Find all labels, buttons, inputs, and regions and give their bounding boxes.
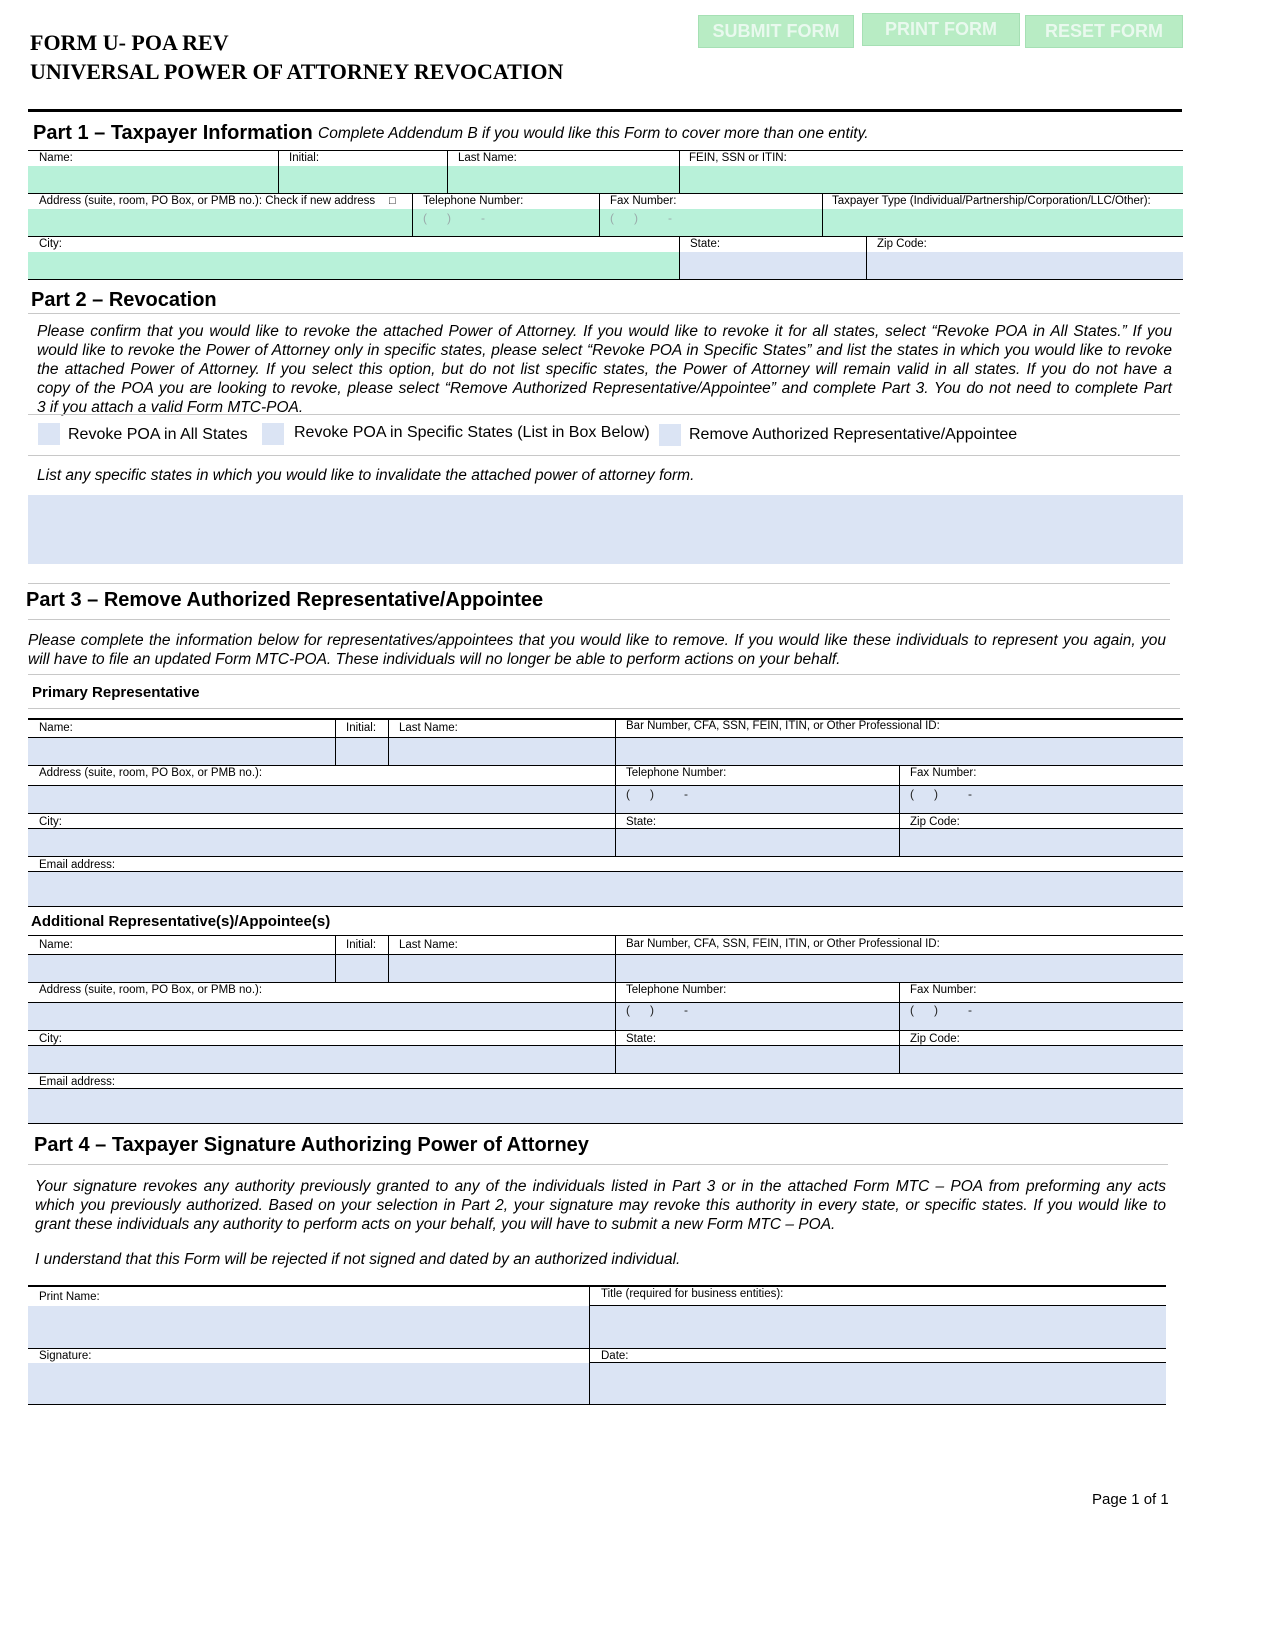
divider xyxy=(28,1045,1183,1046)
part2-instructions xyxy=(37,322,1172,417)
revoke-specific-states-checkbox[interactable] xyxy=(262,423,284,445)
p1-address-label: Address (suite, room, PO Box, or PMB no.): Check if new address xyxy=(39,195,376,207)
p1-fein-label: FEIN, SSN or ITIN: xyxy=(689,152,787,164)
divider xyxy=(28,935,1183,936)
divider xyxy=(28,982,1183,983)
divider xyxy=(28,785,1183,786)
pr-fax-mask: ( ) - xyxy=(910,787,972,801)
p1-name-label: Name: xyxy=(39,152,73,164)
p1-last-name-field[interactable] xyxy=(448,166,679,193)
part4-instructions xyxy=(35,1177,1166,1234)
divider xyxy=(28,1002,1183,1003)
pr-initial-label: Initial: xyxy=(346,722,377,734)
form-title: UNIVERSAL POWER OF ATTORNEY REVOCATION xyxy=(30,59,564,84)
divider xyxy=(28,193,1183,194)
states-list-prompt: List any specific states in which you would like to invalidate the attached power of attorney form. xyxy=(37,467,695,484)
print-name-field[interactable] xyxy=(28,1306,589,1348)
pr-city-field[interactable] xyxy=(28,829,615,856)
divider xyxy=(28,954,1183,955)
ar-telephone-mask: ( ) - xyxy=(626,1003,688,1017)
divider xyxy=(335,935,336,982)
pr-zip-label: Zip Code: xyxy=(910,816,960,828)
divider xyxy=(28,856,1183,857)
date-field[interactable] xyxy=(590,1363,1166,1404)
p1-taxpayer-type-field[interactable] xyxy=(823,209,1183,236)
divider xyxy=(899,813,900,856)
part3-title: Part 3 – Remove Authorized Representative/Appointee xyxy=(26,589,544,611)
revoke-all-states-label: Revoke POA in All States xyxy=(68,426,248,443)
ar-email-field[interactable] xyxy=(28,1089,1183,1123)
pr-last-name-label: Last Name: xyxy=(399,722,458,734)
line: will have to file an updated Form MTC-POA. These individuals will no longer be able to perform actions on your behalf. xyxy=(28,651,841,668)
divider xyxy=(28,414,1180,415)
ar-city-label: City: xyxy=(39,1033,62,1045)
ar-zip-field[interactable] xyxy=(900,1046,1183,1073)
part4-title: Part 4 – Taxpayer Signature Authorizing Power of Attorney xyxy=(34,1134,589,1156)
p1-fein-field[interactable] xyxy=(680,166,1183,193)
divider xyxy=(599,193,600,236)
divider xyxy=(28,279,1183,280)
ar-last-name-field[interactable] xyxy=(389,955,615,982)
ar-email-label: Email address: xyxy=(39,1076,116,1088)
pr-name-label: Name: xyxy=(39,722,73,734)
print-name-label: Print Name: xyxy=(39,1291,100,1303)
divider xyxy=(899,982,900,1030)
pr-zip-field[interactable] xyxy=(900,829,1183,856)
divider xyxy=(615,1030,616,1073)
divider xyxy=(28,619,1170,620)
ar-name-field[interactable] xyxy=(28,955,335,982)
p1-zip-field[interactable] xyxy=(867,252,1183,279)
divider xyxy=(866,236,867,280)
print-form-button[interactable]: PRINT FORM xyxy=(862,13,1020,46)
pr-state-label: State: xyxy=(626,816,657,828)
part1-title: Part 1 – Taxpayer Information xyxy=(33,122,313,144)
ar-fax-mask: ( ) - xyxy=(910,1003,972,1017)
line: would like to revoke the Power of Attorney only in specific states, please select “Revoke POA in Specific States” and list the states in which you would like to revoke xyxy=(37,342,1172,359)
ar-last-name-label: Last Name: xyxy=(399,939,458,951)
divider xyxy=(28,813,1183,814)
divider xyxy=(28,313,1180,314)
part2-title: Part 2 – Revocation xyxy=(31,289,217,311)
ar-state-field[interactable] xyxy=(616,1046,899,1073)
pr-name-field[interactable] xyxy=(28,738,335,765)
primary-rep-heading: Primary Representative xyxy=(32,684,200,701)
line: the attached Power of Attorney. If you select this option, but do not list specific states, the Power of Attorney will remain valid in all states. If you do not have a xyxy=(37,361,1172,378)
date-label: Date: xyxy=(601,1350,629,1362)
pr-initial-field[interactable] xyxy=(336,738,388,765)
ar-zip-label: Zip Code: xyxy=(910,1033,960,1045)
title-field[interactable] xyxy=(590,1306,1166,1348)
ar-telephone-label: Telephone Number: xyxy=(626,984,727,996)
pr-address-field[interactable] xyxy=(28,786,615,813)
divider xyxy=(278,150,279,193)
divider xyxy=(679,150,680,193)
divider xyxy=(899,765,900,813)
divider xyxy=(615,765,616,813)
signature-field[interactable] xyxy=(28,1363,589,1404)
divider xyxy=(28,1030,1183,1031)
divider xyxy=(28,236,1183,237)
p1-fax-label: Fax Number: xyxy=(610,195,677,207)
p1-address-field[interactable] xyxy=(28,209,412,236)
ar-address-field[interactable] xyxy=(28,1003,615,1030)
p1-telephone-label: Telephone Number: xyxy=(423,195,524,207)
ar-state-label: State: xyxy=(626,1033,657,1045)
divider xyxy=(28,906,1183,907)
part1-note: Complete Addendum B if you would like this Form to cover more than one entity. xyxy=(318,125,869,142)
p1-zip-label: Zip Code: xyxy=(877,238,927,250)
divider xyxy=(615,982,616,1030)
pr-telephone-label: Telephone Number: xyxy=(626,767,727,779)
revoke-all-states-checkbox[interactable] xyxy=(38,423,60,445)
p1-city-label: City: xyxy=(39,238,62,250)
new-address-checkbox[interactable]: □ xyxy=(389,195,396,207)
pr-address-label: Address (suite, room, PO Box, or PMB no.): xyxy=(39,767,263,779)
part4-understand-text: I understand that this Form will be rejected if not signed and dated by an authorized individual. xyxy=(35,1251,681,1268)
p1-state-label: State: xyxy=(690,238,721,250)
p1-taxpayer-type-label: Taxpayer Type (Individual/Partnership/Corporation/LLC/Other): xyxy=(832,195,1151,207)
line: Please complete the information below for representatives/appointees that you would like to remove. If you would like these individuals to represent you again, you xyxy=(28,632,1166,649)
header-divider xyxy=(28,109,1182,112)
ar-initial-label: Initial: xyxy=(346,939,377,951)
divider xyxy=(28,1348,1166,1349)
divider xyxy=(28,455,1180,456)
divider xyxy=(590,1305,1166,1306)
ar-name-label: Name: xyxy=(39,939,73,951)
divider xyxy=(822,193,823,236)
pr-email-field[interactable] xyxy=(28,872,1183,906)
divider xyxy=(28,1088,1183,1089)
part3-instructions xyxy=(28,631,1166,669)
divider xyxy=(28,1404,1166,1405)
divider xyxy=(615,813,616,856)
line: 3 if you attach a valid Form MTC-POA. xyxy=(37,399,304,416)
divider xyxy=(28,828,1183,829)
pr-city-label: City: xyxy=(39,816,62,828)
pr-last-name-field[interactable] xyxy=(389,738,615,765)
line: grant these individuals any authority to perform acts on your behalf, you will have to submit a new Form MTC – POA. xyxy=(35,1216,836,1233)
p1-initial-field[interactable] xyxy=(279,166,447,193)
divider xyxy=(615,718,616,765)
reset-form-button[interactable]: RESET FORM xyxy=(1025,15,1183,48)
ar-city-field[interactable] xyxy=(28,1046,615,1073)
page-number: Page 1 of 1 xyxy=(1092,1491,1169,1508)
line: Your signature revokes any authority previously granted to any of the individuals listed in Part 3 or in the attached Form MTC – POA from preforming any acts xyxy=(35,1178,1166,1195)
divider xyxy=(28,737,1183,738)
divider xyxy=(28,871,1183,872)
pr-state-field[interactable] xyxy=(616,829,899,856)
line: Please confirm that you would like to revoke the attached Power of Attorney. If you would like to revoke it for all states, select “Revoke POA in All States.” If you xyxy=(37,323,1172,340)
additional-rep-heading: Additional Representative(s)/Appointee(s) xyxy=(31,913,331,930)
divider xyxy=(388,718,389,765)
p1-last-name-label: Last Name: xyxy=(458,152,517,164)
line: which you previously authorized. Based on your selection in Part 2, your signature may revoke this authority in every state, or specific states. If you would like to xyxy=(35,1197,1166,1214)
divider xyxy=(28,718,1183,720)
divider xyxy=(28,583,1170,584)
ar-initial-field[interactable] xyxy=(336,955,388,982)
divider xyxy=(28,708,1180,709)
signature-label: Signature: xyxy=(39,1350,92,1362)
ar-bar-number-label: Bar Number, CFA, SSN, FEIN, ITIN, or Other Professional ID: xyxy=(626,938,940,950)
ar-fax-label: Fax Number: xyxy=(910,984,977,996)
divider xyxy=(28,1073,1183,1074)
remove-representative-checkbox[interactable] xyxy=(659,424,681,446)
line: copy of the POA you are looking to revoke, please select “Remove Authorized Representative/Appointee” and complete Part 3. You do not need to complete Part xyxy=(37,380,1172,397)
ar-address-label: Address (suite, room, PO Box, or PMB no.): xyxy=(39,984,263,996)
divider xyxy=(28,765,1183,766)
pr-email-label: Email address: xyxy=(39,859,116,871)
pr-bar-number-field[interactable] xyxy=(616,738,1183,765)
remove-representative-label: Remove Authorized Representative/Appointee xyxy=(689,426,1018,443)
divider xyxy=(899,1030,900,1073)
p1-initial-label: Initial: xyxy=(289,152,320,164)
divider xyxy=(412,193,413,236)
pr-fax-label: Fax Number: xyxy=(910,767,977,779)
divider xyxy=(335,718,336,765)
p1-telephone-mask: ( ) - xyxy=(423,211,485,225)
revoke-specific-states-label: Revoke POA in Specific States (List in Box Below) xyxy=(294,424,650,441)
p1-name-field[interactable] xyxy=(28,166,278,193)
part1-top-line xyxy=(28,150,1183,151)
p1-city-field[interactable] xyxy=(28,252,679,279)
divider xyxy=(28,674,1180,675)
divider xyxy=(28,1123,1183,1124)
submit-form-button[interactable]: SUBMIT FORM xyxy=(698,15,854,48)
specific-states-textarea[interactable] xyxy=(28,495,1183,564)
ar-bar-number-field[interactable] xyxy=(616,955,1183,982)
divider xyxy=(388,935,389,982)
p1-state-field[interactable] xyxy=(680,252,866,279)
p1-fax-mask: ( ) - xyxy=(610,211,672,225)
divider xyxy=(28,1285,1166,1287)
divider xyxy=(28,1164,1168,1165)
divider xyxy=(615,935,616,982)
pr-bar-number-label: Bar Number, CFA, SSN, FEIN, ITIN, or Other Professional ID: xyxy=(626,720,940,732)
divider xyxy=(679,236,680,280)
form-code: FORM U- POA REV xyxy=(30,30,229,55)
title-label: Title (required for business entities): xyxy=(601,1288,784,1300)
pr-telephone-mask: ( ) - xyxy=(626,787,688,801)
divider xyxy=(447,150,448,193)
divider xyxy=(590,1362,1166,1363)
